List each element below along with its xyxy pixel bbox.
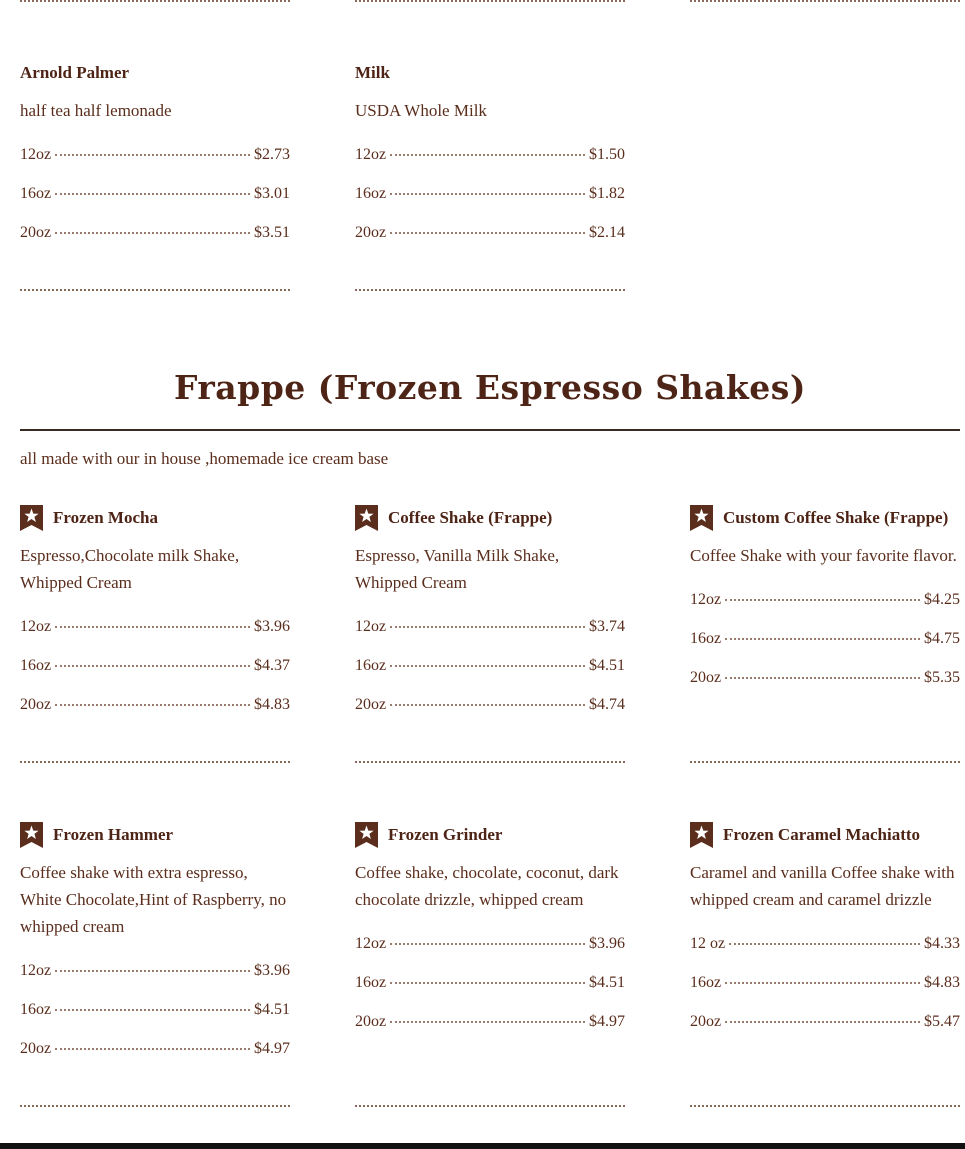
- price-value: $4.97: [254, 1040, 290, 1057]
- size-label: 20oz: [20, 696, 52, 713]
- item-header: [690, 505, 960, 531]
- size-label: 20oz: [355, 696, 387, 713]
- dot-leader: [390, 626, 585, 628]
- item-name: Custom Coffee Shake (Frappe): [723, 508, 949, 527]
- star-badge-icon: [20, 822, 43, 848]
- menu-item: [20, 60, 290, 263]
- dot-leader: [390, 193, 585, 195]
- star-badge-icon: [20, 505, 43, 531]
- price-list: [355, 935, 625, 1052]
- price-value: $4.74: [589, 696, 625, 713]
- star-badge-icon: [690, 505, 713, 531]
- size-label: 12 oz: [690, 935, 726, 952]
- price-value: $3.96: [254, 962, 290, 979]
- price-value: $4.33: [924, 935, 960, 952]
- dot-leader: [55, 970, 250, 972]
- price-row: [355, 185, 625, 224]
- price-row: [20, 146, 290, 185]
- item-name: Frozen Grinder: [388, 825, 503, 844]
- item-description: Espresso,Chocolate milk Shake, Whipped Cream: [20, 546, 240, 592]
- item-name: Frozen Caramel Machiatto: [723, 825, 921, 844]
- price-row: [20, 1040, 290, 1079]
- price-value: $2.14: [589, 224, 625, 241]
- price-row: [355, 224, 625, 263]
- price-value: $3.74: [589, 618, 625, 635]
- item-name: Frozen Mocha: [53, 508, 158, 527]
- price-value: $3.96: [254, 618, 290, 635]
- dot-leader: [390, 232, 585, 234]
- dot-leader: [55, 1048, 250, 1050]
- dot-leader: [725, 982, 920, 984]
- size-label: 16oz: [690, 630, 722, 647]
- footer-bar: [0, 1143, 965, 1149]
- price-row: [20, 1001, 290, 1040]
- price-value: $5.47: [924, 1013, 960, 1030]
- price-row: [355, 657, 625, 696]
- size-label: 16oz: [355, 974, 387, 991]
- size-label: 20oz: [355, 1013, 387, 1030]
- price-value: $4.97: [589, 1013, 625, 1030]
- menu-item: [690, 505, 960, 708]
- item-header: [355, 60, 625, 86]
- price-row: [355, 696, 625, 735]
- menu-item: [355, 60, 625, 263]
- price-value: $4.51: [589, 657, 625, 674]
- divider: [690, 0, 960, 2]
- size-label: 16oz: [355, 185, 387, 202]
- price-list: [355, 146, 625, 263]
- menu-item: [690, 822, 960, 1052]
- price-list: [20, 146, 290, 263]
- price-row: [20, 657, 290, 696]
- dot-leader: [390, 982, 585, 984]
- dot-leader: [390, 154, 585, 156]
- price-row: [690, 630, 960, 669]
- item-description: Coffee shake, chocolate, coconut, dark chocolate drizzle, whipped cream: [355, 863, 619, 909]
- price-row: [355, 146, 625, 185]
- dot-leader: [725, 677, 920, 679]
- price-row: [355, 974, 625, 1013]
- divider: [20, 0, 290, 2]
- divider: [690, 1105, 960, 1107]
- size-label: 20oz: [20, 224, 52, 241]
- size-label: 12oz: [355, 146, 387, 163]
- dot-leader: [725, 638, 920, 640]
- dot-leader: [55, 704, 250, 706]
- size-label: 20oz: [20, 1040, 52, 1057]
- item-description: half tea half lemonade: [20, 101, 172, 120]
- size-label: 16oz: [355, 657, 387, 674]
- dot-leader: [55, 193, 250, 195]
- size-label: 12oz: [20, 146, 52, 163]
- item-description: Caramel and vanilla Coffee shake with whipped cream and caramel drizzle: [690, 863, 955, 909]
- price-row: [355, 935, 625, 974]
- menu-item: [20, 822, 290, 1079]
- item-header: [355, 505, 625, 531]
- item-name: Coffee Shake (Frappe): [388, 508, 553, 527]
- divider: [355, 0, 625, 2]
- price-list: [20, 962, 290, 1079]
- price-value: $4.51: [589, 974, 625, 991]
- price-value: $2.73: [254, 146, 290, 163]
- item-header: [355, 822, 625, 848]
- dot-leader: [390, 665, 585, 667]
- dot-leader: [725, 1021, 920, 1023]
- price-row: [20, 224, 290, 263]
- size-label: 12oz: [20, 962, 52, 979]
- item-header: [20, 822, 290, 848]
- item-description: Espresso, Vanilla Milk Shake, Whipped Cream: [355, 546, 560, 592]
- section-divider: [20, 429, 960, 431]
- price-list: [355, 618, 625, 735]
- divider: [20, 1105, 290, 1107]
- item-name: Arnold Palmer: [20, 63, 130, 82]
- price-list: [690, 935, 960, 1052]
- item-header: [20, 505, 290, 531]
- price-value: $4.25: [924, 591, 960, 608]
- price-value: $4.37: [254, 657, 290, 674]
- price-list: [20, 618, 290, 735]
- size-label: 16oz: [20, 185, 52, 202]
- dot-leader: [55, 665, 250, 667]
- price-row: [355, 1013, 625, 1052]
- dot-leader: [55, 232, 250, 234]
- price-value: $1.50: [589, 146, 625, 163]
- dot-leader: [55, 626, 250, 628]
- divider: [355, 1105, 625, 1107]
- size-label: 16oz: [20, 657, 52, 674]
- section-note: all made with our in house ,homemade ice cream base: [20, 449, 389, 468]
- price-row: [690, 1013, 960, 1052]
- size-label: 12oz: [355, 935, 387, 952]
- price-value: $1.82: [589, 185, 625, 202]
- price-row: [690, 935, 960, 974]
- dot-leader: [390, 704, 585, 706]
- price-row: [690, 591, 960, 630]
- divider: [20, 761, 290, 763]
- size-label: 16oz: [20, 1001, 52, 1018]
- star-badge-icon: [355, 822, 378, 848]
- menu-item: [20, 505, 290, 735]
- dot-leader: [729, 943, 920, 945]
- dot-leader: [55, 1009, 250, 1011]
- price-row: [20, 618, 290, 657]
- size-label: 12oz: [355, 618, 387, 635]
- size-label: 20oz: [690, 669, 722, 686]
- star-badge-icon: [690, 822, 713, 848]
- dot-leader: [390, 1021, 585, 1023]
- divider: [20, 289, 290, 291]
- item-name: Milk: [355, 63, 390, 82]
- price-row: [690, 669, 960, 708]
- price-row: [690, 974, 960, 1013]
- item-header: [690, 822, 960, 848]
- item-name: Frozen Hammer: [53, 825, 174, 844]
- divider: [355, 761, 625, 763]
- item-header: [20, 60, 290, 86]
- price-row: [20, 696, 290, 735]
- price-value: $4.51: [254, 1001, 290, 1018]
- star-badge-icon: [355, 505, 378, 531]
- size-label: 12oz: [20, 618, 52, 635]
- size-label: 20oz: [355, 224, 387, 241]
- divider: [690, 761, 960, 763]
- price-row: [20, 962, 290, 1001]
- size-label: 16oz: [690, 974, 722, 991]
- price-value: $3.51: [254, 224, 290, 241]
- menu-item: [355, 505, 625, 735]
- dot-leader: [725, 599, 920, 601]
- item-description: Coffee Shake with your favorite flavor.: [690, 546, 957, 565]
- price-value: $3.96: [589, 935, 625, 952]
- menu-item: [355, 822, 625, 1052]
- price-value: $4.83: [924, 974, 960, 991]
- item-description: USDA Whole Milk: [355, 101, 487, 120]
- price-value: $5.35: [924, 669, 960, 686]
- price-value: $4.83: [254, 696, 290, 713]
- size-label: 20oz: [690, 1013, 722, 1030]
- item-description: Coffee shake with extra espresso, White Chocolate,Hint of Raspberry, no whipped cream: [20, 863, 287, 936]
- section-title: Frappe (Frozen Espresso Shakes): [174, 368, 806, 407]
- price-value: $4.75: [924, 630, 960, 647]
- dot-leader: [55, 154, 250, 156]
- divider: [355, 289, 625, 291]
- price-row: [355, 618, 625, 657]
- size-label: 12oz: [690, 591, 722, 608]
- price-value: $3.01: [254, 185, 290, 202]
- price-row: [20, 185, 290, 224]
- price-list: [690, 591, 960, 708]
- dot-leader: [390, 943, 585, 945]
